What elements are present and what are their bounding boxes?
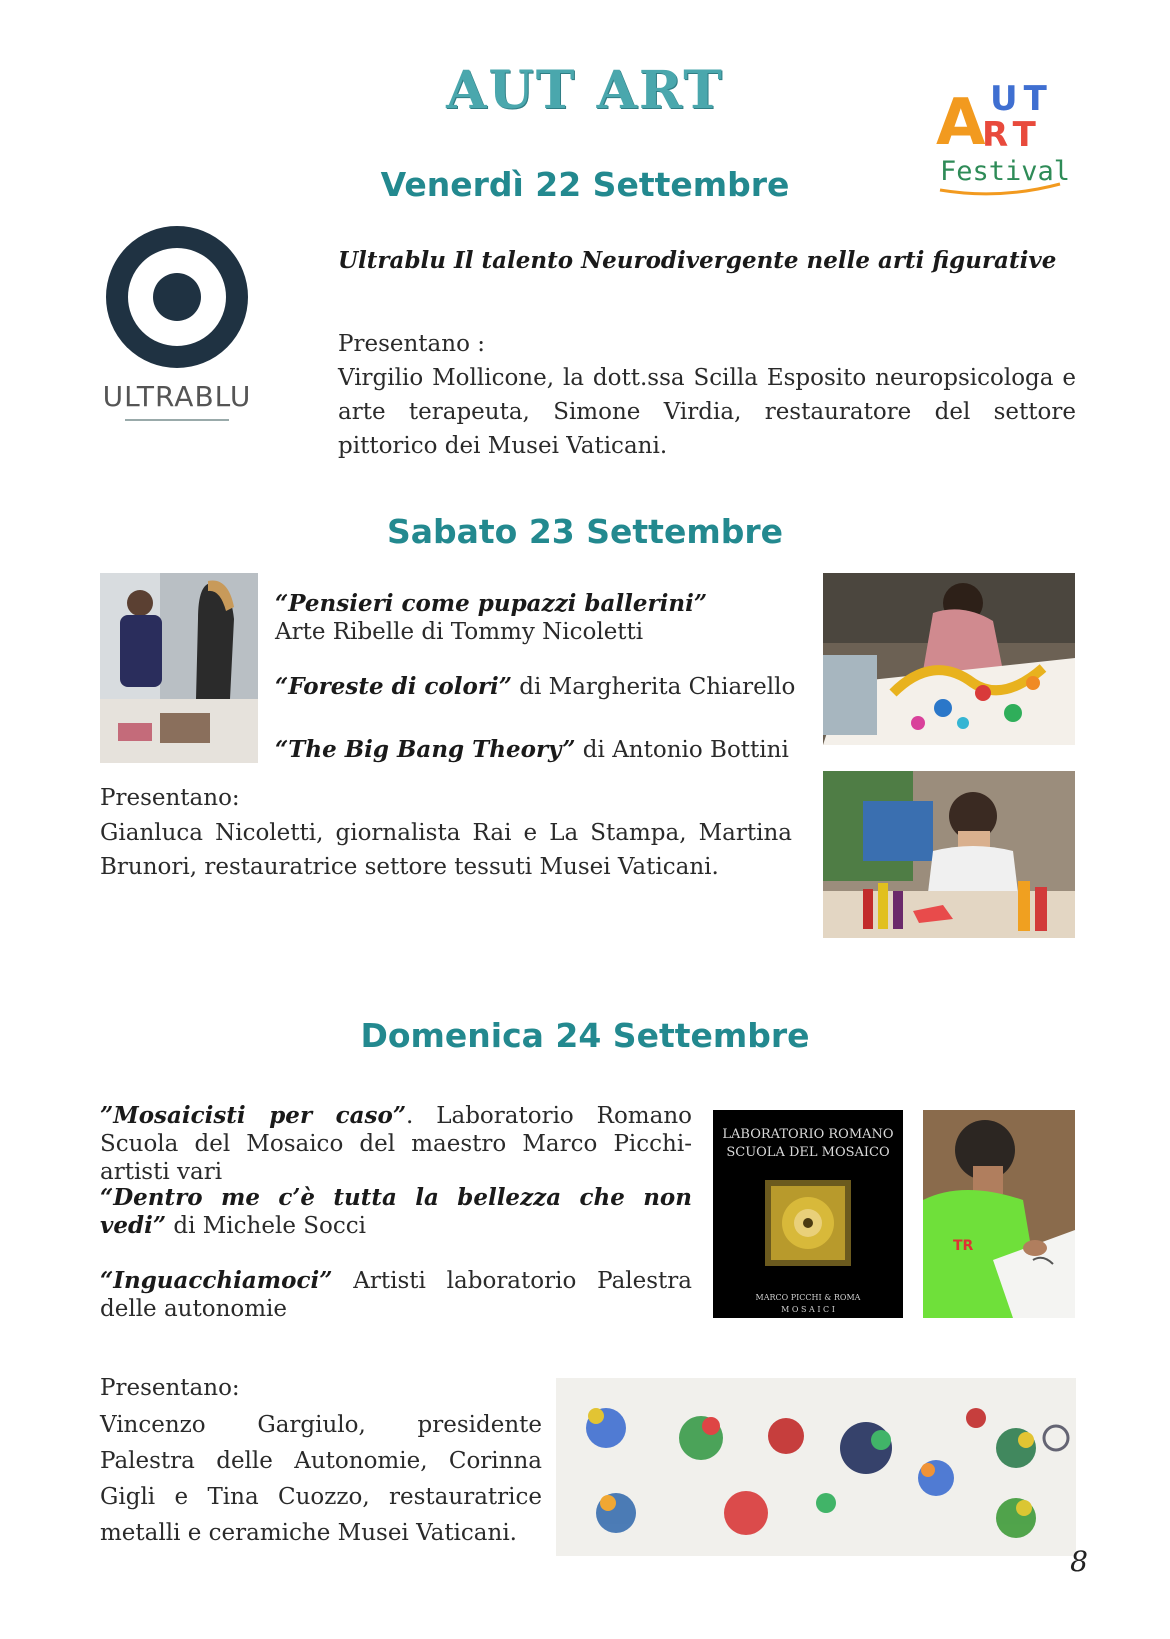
event-pensieri bbox=[275, 590, 815, 646]
event-title: “Dentro me c’è tutta la bellezza che non vedi” bbox=[100, 1184, 692, 1239]
event-detail: . Laboratorio Romano Scuola del Mosaico del maestro Marco Picchi- artisti vari bbox=[100, 1103, 692, 1185]
mosaic-sign-line2: SCUOLA DEL MOSAICO bbox=[726, 1145, 890, 1160]
photo-handprints bbox=[556, 1378, 1076, 1556]
mosaic-sign-footer: MARCO PICCHI & ROMA bbox=[755, 1293, 861, 1302]
day-heading-friday: Venerdì 22 Settembre bbox=[380, 165, 790, 204]
target-icon bbox=[92, 222, 262, 382]
mosaic-school-sign bbox=[713, 1110, 903, 1318]
event-title: “The Big Bang Theory” bbox=[275, 736, 576, 763]
event-detail: Artisti laboratorio Palestra delle autonomie bbox=[100, 1268, 692, 1322]
page-title: AUT ART bbox=[446, 60, 724, 121]
photo-tommy-nicoletti bbox=[100, 573, 258, 763]
event-title: “Foreste di colori” bbox=[275, 673, 512, 700]
photo-michele-drawing bbox=[923, 1110, 1075, 1318]
presenters-label: Presentano: bbox=[100, 785, 240, 811]
svg-text:A: A bbox=[936, 86, 986, 160]
mosaic-sign-line1: LABORATORIO ROMANO bbox=[722, 1127, 894, 1142]
presenters-text: Virgilio Mollicone, la dott.ssa Scilla Esposito neuropsicologa e arte terapeuta, Simone Virdia, restauratore del settore pittorico dei Musei Vaticani. bbox=[338, 365, 1076, 459]
event-detail: di Margherita Chiarello bbox=[511, 674, 796, 700]
presenters-label: Presentano: bbox=[100, 1375, 240, 1401]
event-inguacchiamoci bbox=[100, 1267, 692, 1323]
event-mosaicisti bbox=[100, 1102, 692, 1186]
event-title: ”Mosaicisti per caso” bbox=[100, 1102, 407, 1129]
presenters-text: Gianluca Nicoletti, giornalista Rai e La Stampa, Martina Brunori, restauratrice settore tessuti Musei Vaticani. bbox=[100, 820, 792, 880]
event-title-ultrablu: Ultrablu Il talento Neurodivergente nelle arti figurative bbox=[338, 247, 1057, 274]
mosaic-sign-footer2: M O S A I C I bbox=[781, 1305, 835, 1314]
svg-text:Festival: Festival bbox=[940, 156, 1070, 187]
svg-text:RT: RT bbox=[982, 115, 1042, 155]
day-heading-sunday: Domenica 24 Settembre bbox=[360, 1016, 810, 1055]
ultrablu-logo bbox=[92, 222, 262, 422]
event-big-bang bbox=[275, 733, 815, 767]
photo-antonio-painting bbox=[823, 771, 1075, 938]
day-heading-saturday: Sabato 23 Settembre bbox=[386, 512, 784, 551]
presenters-text: Vincenzo Gargiulo, presidente Palestra delle Autonomie, Corinna Gigli e Tina Cuozzo, restauratrice metalli e ceramiche Musei Vaticani. bbox=[100, 1412, 542, 1546]
ultrablu-label: ULTRABLU bbox=[102, 380, 252, 413]
photo-margherita-painting bbox=[823, 573, 1075, 745]
event-dentro-me bbox=[100, 1184, 692, 1240]
event-title: “Inguacchiamoci” bbox=[100, 1267, 333, 1294]
event-detail: Arte Ribelle di Tommy Nicoletti bbox=[275, 619, 644, 645]
mosaic-sun-icon bbox=[713, 1162, 903, 1292]
event-title: “Pensieri come pupazzi ballerini” bbox=[275, 590, 708, 617]
event-detail: di Antonio Bottini bbox=[575, 737, 789, 763]
event-detail: di Michele Socci bbox=[166, 1213, 366, 1239]
presenters-label: Presentano : bbox=[338, 331, 485, 357]
svg-text:TR: TR bbox=[953, 1238, 974, 1254]
svg-text:UT: UT bbox=[990, 79, 1053, 119]
page-number: 8 bbox=[1070, 1545, 1088, 1578]
event-foreste bbox=[275, 670, 815, 704]
